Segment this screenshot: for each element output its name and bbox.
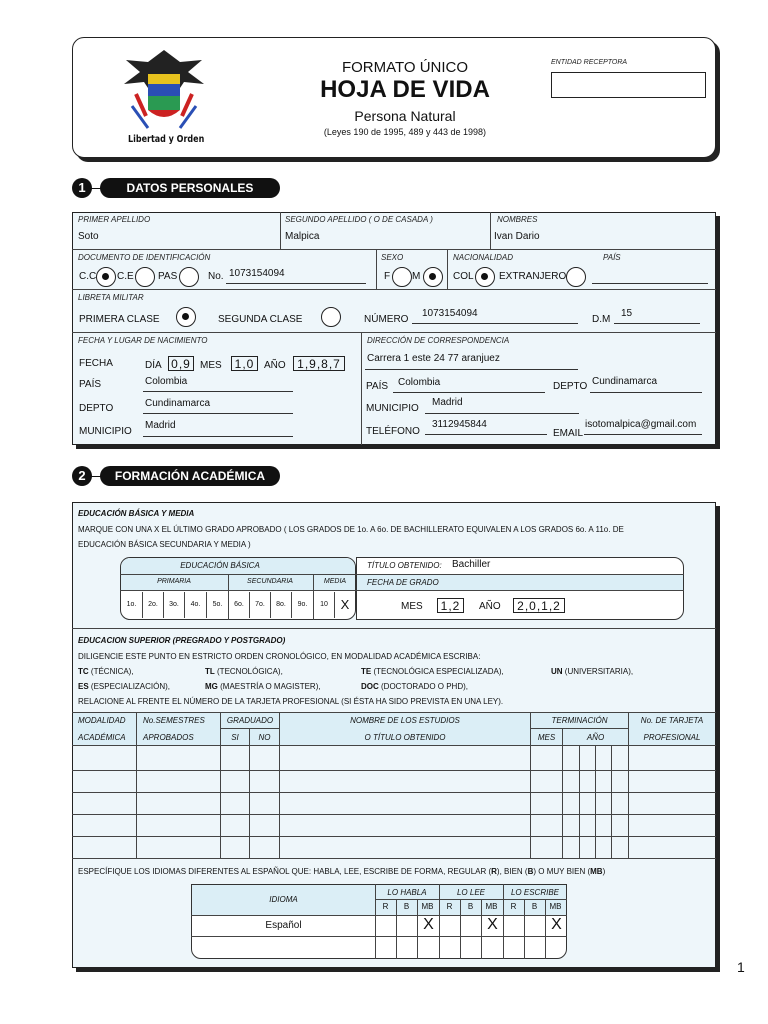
educ-basica-label: EDUCACIÓN BÁSICA [180,561,260,570]
mg-code: MG [205,682,218,691]
dia-field[interactable]: 0,9 [168,356,194,371]
grado-anio-label: AÑO [479,601,501,612]
telefono-label: TELÉFONO [366,426,420,437]
col-tarjeta: No. DE TARJETA [640,716,704,725]
col-titulo: O TÍTULO OBTENIDO [364,733,446,742]
dir-pais-label: PAÍS [366,381,389,392]
escribe-mb-mark[interactable]: X [551,916,562,933]
grade-cell[interactable]: 4o. [184,592,206,618]
segunda-clase-label: SEGUNDA CLASE [218,314,303,325]
col-nombre: NOMBRE DE LOS ESTUDIOS [350,716,460,725]
direccion-label: DIRECCIÓN DE CORRESPONDENCIA [367,336,510,345]
col-anio: AÑO [586,733,605,742]
doc-number-field[interactable]: 1073154094 [229,268,285,279]
doc-code: DOC [361,682,379,691]
anio-field[interactable]: 1,9,8,7 [293,356,345,371]
laws: (Leyes 190 de 1995, 489 y 443 de 1998) [323,127,487,137]
section2-number: 2 [72,466,92,486]
col-radio[interactable] [475,267,495,287]
nacionalidad-label: NACIONALIDAD [453,253,514,262]
fecha-lugar-label: FECHA Y LUGAR DE NACIMIENTO [78,336,208,345]
rbm-header: MB [485,902,498,911]
col-mes: MES [537,733,556,742]
rbm-header: MB [549,902,562,911]
numero-label: NÚMERO [364,314,409,325]
grade-cell[interactable]: 5o. [206,592,228,618]
documento-label: DOCUMENTO DE IDENTIFICACIÓN [78,253,211,262]
primera-clase-label: PRIMERA CLASE [79,314,160,325]
grado-mes-field[interactable]: 1,2 [437,598,464,613]
pais-label: PAÍS [79,379,102,390]
primera-clase-radio[interactable] [176,307,196,327]
tl-text: (TECNOLÓGICA), [217,667,283,676]
direccion-field[interactable]: Carrera 1 este 24 77 aranjuez [367,353,500,364]
grade-cell[interactable]: 2o. [142,592,163,618]
col-aprobados: APROBADOS [143,733,194,742]
depto-field[interactable]: Cundinamarca [145,398,211,409]
dm-label: D.M [592,314,611,325]
titulo-label: TÍTULO OBTENIDO: [367,561,442,570]
lee-mb-mark[interactable]: X [487,916,498,933]
col-terminacion: TERMINACIÓN [551,716,608,725]
dir-pais-field[interactable]: Colombia [398,377,441,388]
te-text: (TECNOLÓGICA ESPECIALIZADA), [373,667,504,676]
un-text: (UNIVERSITARIA), [564,667,634,676]
section1-title: DATOS PERSONALES [100,178,280,198]
mes-label: MES [200,360,222,371]
email-field[interactable]: isotomalpica@gmail.com [585,419,697,430]
entidad-field[interactable] [551,72,706,98]
mes-field[interactable]: 1,0 [231,356,258,371]
segundo-apellido-label: SEGUNDO APELLIDO ( O DE CASADA ) [285,215,433,224]
col-profesional: PROFESIONAL [643,733,701,742]
rbm-header: R [446,902,453,911]
dir-municipio-label: MUNICIPIO [366,403,419,414]
cc-radio[interactable] [96,267,116,287]
pais-nac-label: PAÍS [603,253,621,262]
habla-mb-mark[interactable]: X [423,916,434,933]
sexo-f-radio[interactable] [392,267,412,287]
col-label: COL [453,271,474,282]
col-graduado: GRADUADO [226,716,274,725]
libreta-label: LIBRETA MILITAR [78,293,144,302]
dm-field[interactable]: 15 [621,308,633,319]
email-label: EMAIL [553,428,584,439]
primaria-label: PRIMARIA [157,578,191,585]
rbm-header: B [531,902,538,911]
col-si: SI [231,733,239,742]
pas-radio[interactable] [179,267,199,287]
col-modalidad: MODALIDAD [78,716,126,725]
grade-cell[interactable]: 8o. [270,592,291,618]
pas-label: PAS [158,271,178,282]
es-text: (ESPECIALIZACIÓN), [90,682,171,691]
coat-of-arms-icon [118,44,210,136]
idioma-cell[interactable]: Español [265,920,302,931]
col-academica: ACADÉMICA [78,733,126,742]
un-code: UN [551,667,563,676]
m-label: M [412,271,421,282]
tc-code: TC [78,667,89,676]
tc-text: (TÉCNICA), [90,667,134,676]
titulo-field[interactable]: Bachiller [452,559,491,570]
rbm-header: MB [421,902,434,911]
basica-title: EDUCACIÓN BÁSICA Y MEDIA [78,509,195,518]
superior-title: EDUCACION SUPERIOR (PREGRADO Y POSTGRADO) [78,636,286,645]
basica-instr2: EDUCACIÓN BÁSICA SECUNDARIA Y MEDIA ) [78,540,251,549]
rbm-header: R [382,902,389,911]
grado-anio-field[interactable]: 2,0,1,2 [513,598,565,613]
grade-cell[interactable]: 3o. [163,592,184,618]
format-line: FORMATO ÚNICO [341,59,469,76]
primer-apellido-label: PRIMER APELLIDO [78,215,151,224]
grade-cell[interactable]: X [334,592,355,618]
anio-label: AÑO [264,360,286,371]
sexo-m-radio[interactable] [423,267,443,287]
es-code: ES [78,682,89,691]
depto-label: DEPTO [79,403,114,414]
basica-instr1: MARQUE CON UNA X EL ÚLTIMO GRADO APROBADO ( LOS GRADOS DE 1o. A 6o. DE BACHILLERATO EQUIVALEN A LOS GRADOS 6o. A 11o. DE [78,525,624,534]
grade-cell[interactable]: 7o. [249,592,270,618]
tl-code: TL [205,667,215,676]
relacione-text: RELACIONE AL FRENTE EL NÚMERO DE LA TARJETA PROFESIONAL (SI ÉSTA HA SIDO PREVISTA EN UNA LEY). [78,697,504,706]
no-label: No. [208,271,224,282]
doc-text: (DOCTORADO O PHD), [381,682,468,691]
cc-label: C.C [79,271,97,282]
f-label: F [384,271,391,282]
mg-text: (MAESTRÍA O MAGISTER), [220,682,321,691]
pais-field[interactable]: Colombia [145,376,188,387]
dir-municipio-field[interactable]: Madrid [432,397,463,408]
grade-cell[interactable]: 1o. [126,601,137,608]
col-no: NO [258,733,271,742]
lo-escribe-col: LO ESCRIBE [510,888,559,897]
primer-apellido-field[interactable]: Soto [78,231,99,242]
nombres-label: NOMBRES [497,215,538,224]
fecha-grado-label: FECHA DE GRADO [367,578,439,587]
page-number: 1 [737,959,745,975]
grado-mes-label: MES [401,601,423,612]
lo-lee-col: LO LEE [456,888,485,897]
extranjero-label: EXTRANJERO [499,271,567,282]
nombres-field[interactable]: Ivan Dario [494,231,540,242]
entidad-label: ENTIDAD RECEPTORA [551,59,628,66]
subtitle: Persona Natural [354,108,456,124]
superior-instr: DILIGENCIE ESTE PUNTO EN ESTRICTO ORDEN CRONOLÓGICO, EN MODALIDAD ACADÉMICA ESCRIBA: [78,652,481,661]
sexo-label: SEXO [381,253,404,262]
segundo-apellido-field[interactable]: Malpica [285,231,320,242]
municipio-field[interactable]: Madrid [145,420,176,431]
section1-number: 1 [72,178,92,198]
telefono-field[interactable]: 3112945844 [432,419,487,430]
coat-caption: Libertad y Orden [128,134,205,145]
media-label: MEDIA [323,578,347,585]
secundaria-label: SECUNDARIA [247,578,293,585]
idiomas-instr: ESPECÍFIQUE LOS IDIOMAS DIFERENTES AL ESPAÑOL QUE: HABLA, LEE, ESCRIBE DE FORMA, REGULAR (R), BIEN (B) O MUY BIEN (MB) [78,867,606,876]
rbm-header: B [467,902,474,911]
grade-cell[interactable]: 6o. [228,592,249,618]
fecha-label: FECHA [79,358,113,369]
rbm-header: B [403,902,410,911]
te-code: TE [361,667,372,676]
libreta-numero-field[interactable]: 1073154094 [422,308,478,319]
extranjero-radio[interactable] [566,267,586,287]
municipio-label: MUNICIPIO [79,426,132,437]
dia-label: DÍA [145,360,162,371]
ce-label: C.E [117,271,134,282]
section2-title: FORMACIÓN ACADÉMICA [100,466,280,486]
dir-depto-field[interactable]: Cundinamarca [592,376,658,387]
segunda-clase-radio[interactable] [321,307,341,327]
lo-habla-col: LO HABLA [387,888,427,897]
col-nosemestres: No.SEMESTRES [143,716,205,725]
ce-radio[interactable] [135,267,155,287]
dir-depto-label: DEPTO [553,381,588,392]
rbm-header: R [510,902,517,911]
grade-cell[interactable]: 10 [313,592,334,618]
page-title: HOJA DE VIDA [320,76,490,103]
grade-cell[interactable]: 9o. [291,592,313,618]
idioma-col: IDIOMA [269,895,298,904]
